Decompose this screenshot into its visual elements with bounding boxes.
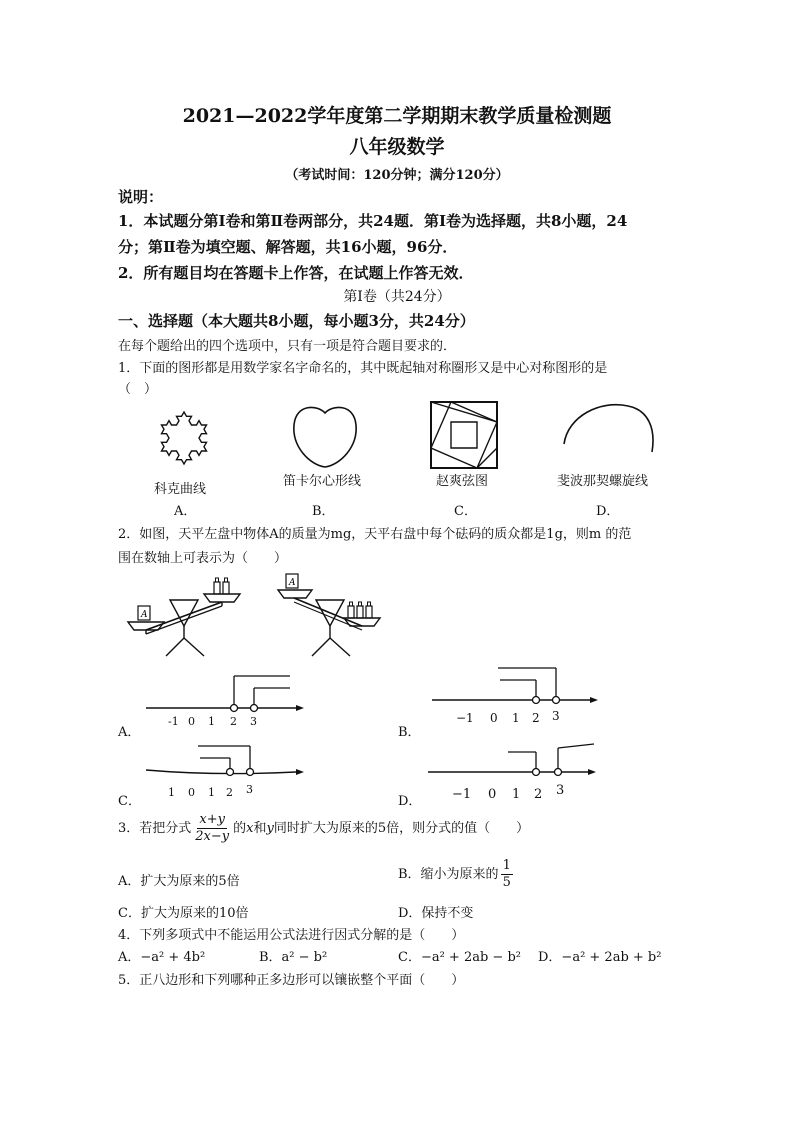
q3-optB-num: 1: [502, 858, 511, 873]
q1-caption-a: 科克曲线: [154, 482, 207, 497]
q1-stem-a: 1．下面的图形都是用数学家名字命名的，其中既起轴对称圈形又是中心对称图形的是: [118, 361, 608, 376]
nl-b-tick-0: −1: [456, 711, 474, 725]
balance-figure-2: [276, 572, 396, 662]
balance-2-pan-label: A: [289, 578, 296, 588]
instructions-label: 说明：: [118, 188, 164, 206]
exam-title: 2021—2022学年度第二学期期末教学质量检测题: [182, 105, 612, 127]
balance-1-pan-label: A: [141, 610, 148, 620]
number-line-d: [428, 736, 600, 804]
q3-optB-den: 5: [502, 875, 511, 890]
cardioid-figure: [290, 403, 360, 469]
q2-option-c[interactable]: C．: [118, 794, 141, 809]
nl-c-tick-2: 1: [208, 786, 215, 799]
section-heading: 一、选择题（本大题共8小题，每小题3分，共24分）: [118, 312, 475, 330]
q3-option-d[interactable]: D．保持不变: [398, 906, 474, 921]
nl-a-tick-4: 3: [250, 715, 257, 728]
q2-stem-b: 围在数轴上可表示为（ ）: [118, 551, 288, 566]
fibonacci-spiral-figure: [560, 400, 660, 460]
q3-var-x: x: [246, 821, 254, 836]
nl-c-tick-1: 0: [188, 786, 195, 799]
nl-d-tick-1: 0: [488, 787, 497, 802]
q1-caption-d: 斐波那契螺旋线: [557, 474, 649, 489]
q1-option-c[interactable]: C．: [454, 504, 477, 519]
nl-c-tick-0: 1: [168, 786, 175, 799]
q1-caption-b: 笛卡尔心形线: [283, 474, 362, 489]
q4-option-d[interactable]: D．−a² + 2ab + b²: [538, 950, 662, 965]
q4-option-a[interactable]: A．−a² + 4b²: [118, 950, 206, 965]
q5-stem: 5．正八边形和下列哪种正多边形可以镶嵌整个平面（ ）: [118, 973, 465, 988]
q4-stem: 4．下列多项式中不能运用公式法进行因式分解的是（ ）: [118, 928, 465, 943]
number-line-b: [432, 664, 602, 734]
exam-subtitle: 八年级数学: [349, 136, 445, 158]
q3-option-a[interactable]: A．扩大为原来的5倍: [118, 874, 240, 889]
nl-b-tick-2: 1: [512, 711, 520, 725]
nl-b-tick-4: 3: [552, 709, 560, 723]
q2-option-d[interactable]: D．: [398, 794, 422, 809]
balance-figure-1: [126, 572, 246, 662]
part1-heading: 第Ⅰ卷（共24分）: [343, 289, 451, 305]
nl-d-tick-0: −1: [452, 787, 472, 802]
koch-curve-figure: [148, 400, 220, 472]
q2-option-b[interactable]: B．: [398, 725, 421, 740]
nl-a-tick-3: 2: [230, 715, 237, 728]
nl-b-tick-1: 0: [490, 711, 498, 725]
q3-frac-num: x+y: [199, 812, 225, 827]
q3-stem: [118, 812, 529, 845]
q2-option-a[interactable]: A．: [118, 725, 141, 740]
q3-suffix: 同时扩大为原来的5倍，则分式的值（ ）: [273, 821, 530, 836]
q1-stem-b: （ ）: [118, 382, 158, 397]
number-line-a: [146, 672, 306, 732]
q1-option-a[interactable]: A．: [174, 504, 197, 519]
q4-option-c[interactable]: C．−a² + 2ab − b²: [398, 950, 521, 965]
nl-d-tick-3: 2: [534, 787, 543, 802]
q3-option-b[interactable]: [398, 858, 515, 891]
q3-frac-den: 2x−y: [195, 829, 230, 844]
instruction-line-1a: 1．本试题分第Ⅰ卷和第Ⅱ卷两部分，共24题．第Ⅰ卷为选择题，共8小题，24: [118, 212, 628, 230]
q3-option-b-text: B．缩小为原来的: [398, 867, 499, 882]
q2-stem-a: 2．如图，天平左盘中物体A的质量为mg，天平右盘中每个砝码的质众都是1g，则m 的范: [118, 527, 632, 542]
nl-d-tick-4: 3: [556, 783, 565, 798]
q3-option-c[interactable]: C．扩大为原来的10倍: [118, 906, 249, 921]
nl-c-tick-3: 2: [226, 786, 233, 799]
q3-mid1: 的: [233, 821, 247, 836]
nl-d-tick-2: 1: [512, 787, 521, 802]
q3-var-y: y: [266, 821, 274, 836]
zhao-shuang-figure: [429, 400, 499, 470]
q3-prefix: 3．若把分式: [118, 821, 192, 836]
q4-option-b[interactable]: B．a² − b²: [259, 950, 328, 965]
nl-c-tick-4: 3: [246, 783, 253, 796]
instruction-line-2: 2．所有题目均在答题卡上作答，在试题上作答无效．: [118, 264, 474, 282]
nl-a-tick-2: 1: [208, 715, 215, 728]
instruction-line-1b: 分；第Ⅱ卷为填空题、解答题，共16小题，96分．: [118, 238, 458, 256]
exam-info: （考试时间：120分钟；满分120分）: [285, 168, 509, 183]
q1-option-d[interactable]: D．: [596, 504, 620, 519]
q3-mid2: 和: [253, 821, 267, 836]
nl-a-tick-0: -1: [168, 715, 179, 728]
q1-caption-c: 赵爽弦图: [436, 474, 489, 489]
nl-b-tick-3: 2: [532, 711, 540, 725]
nl-a-tick-1: 0: [188, 715, 195, 728]
q1-option-b[interactable]: B．: [312, 504, 335, 519]
q3-fraction: [193, 812, 231, 845]
number-line-c: [146, 742, 306, 804]
q3-option-b-fraction: [501, 858, 513, 891]
section-note: 在每个题给出的四个选项中，只有一项是符合题目要求的．: [118, 339, 457, 354]
